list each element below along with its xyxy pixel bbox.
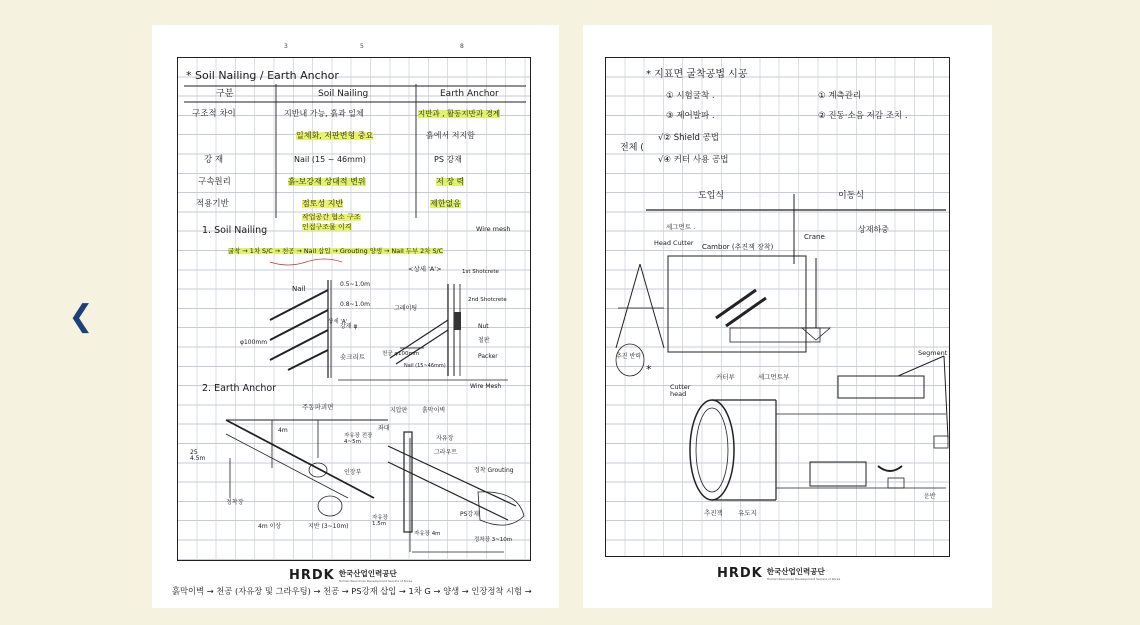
section-title: 1. Soil Nailing: [202, 225, 268, 236]
table-cell: 흙-보강재 상대적 변위: [288, 177, 366, 186]
diameter-label: φ100mm: [240, 339, 268, 346]
detail-label: 천공 φ100mm: [382, 351, 420, 357]
sketch-label: 커터부: [716, 373, 735, 381]
table-cell: 저 장 력: [436, 177, 465, 186]
steel-label: 강재 φ: [340, 323, 358, 330]
ea-label: 자유장 1.5m: [372, 515, 388, 527]
ea-label: 지반 (3~10m): [308, 523, 349, 530]
flow-note: Wire mesh: [476, 225, 511, 233]
method-item: √② Shield 공법: [658, 133, 719, 143]
detail-label: 1st Shotcrete: [462, 269, 499, 275]
ea-label: 자유장 4m: [414, 531, 441, 537]
hrdk-logo: HRDK 한국산업인력공단 Human Resources Development Service of Korea: [289, 568, 413, 583]
table-cell: 점토성 지반: [302, 199, 344, 208]
table-cell: 일체화, 저판변형 중요: [296, 131, 374, 140]
detail-label: 그레이팅: [394, 305, 418, 312]
prev-page-button[interactable]: [66, 292, 96, 340]
method-item: ① 계측관리: [818, 91, 862, 101]
notes-title: * 지표면 굴착공법 시공: [646, 69, 748, 80]
sketch-label: Crane: [804, 233, 825, 241]
page-mark: 3: [284, 43, 288, 50]
method-item: √④ 커터 사용 공법: [658, 155, 729, 165]
table-cell: PS 강재: [434, 155, 462, 164]
sketch-label: Cutter head: [670, 383, 691, 398]
table-cell: 구속원리: [198, 177, 231, 187]
table-header: Earth Anchor: [440, 89, 499, 99]
nail-label: Nail: [292, 285, 306, 293]
detail-label: Packer: [478, 353, 498, 360]
hrdk-logo: HRDK 한국산업인력공단 Human Resources Development Service of Korea: [717, 566, 841, 581]
sketch-label: 유도지: [738, 509, 757, 517]
sketch-label: 추진잭: [704, 509, 723, 517]
bottom-note: 흙막이벽 → 천공 (자유장 및 그라우팅) → 천공 → PS강재 삽입 → 1차 G → 양생 → 인장정착 시험 →: [172, 586, 532, 596]
scanned-page-1: [152, 25, 559, 608]
scanned-page-2: [583, 25, 992, 608]
ea-label: PS강재: [460, 511, 480, 518]
table-cell: 구조적 차이: [192, 109, 236, 119]
table-cell: 지반내 가능, 흙과 일체: [284, 109, 364, 118]
ea-label: 주동파괴면: [302, 403, 334, 411]
detail-label: 철판: [478, 337, 490, 344]
sketch-label: Head Cutter: [654, 239, 694, 247]
ea-label: 흙막이벽: [422, 407, 446, 414]
page-mark: 5: [360, 43, 364, 50]
ea-label: 정착장 3~10m: [474, 537, 513, 543]
chevron-left-icon: ❮: [68, 298, 94, 334]
sketch-label: 세그먼트부: [758, 373, 790, 381]
detail-label: Wire Mesh: [470, 383, 502, 390]
sketch-label: Cambor (추진잭 장착): [702, 243, 774, 251]
page-mark: 8: [460, 43, 464, 50]
method-item: ③ 제어발파 .: [666, 111, 715, 121]
detail-label: 2nd Shotcrete: [468, 297, 507, 303]
ea-label: 정착 Grouting: [474, 467, 514, 474]
type-header: 이동식: [838, 191, 865, 201]
detail-label: 상세 'A': [328, 319, 348, 325]
ea-label: 정착장: [226, 499, 244, 506]
detail-label: Nail (15~46mm): [404, 363, 446, 369]
table-cell: 지반과 , 활동지반과 경계: [418, 109, 500, 118]
ea-label: 4m 이상: [258, 523, 282, 530]
process-flow: 굴착 → 1차 S/C → 천공 → Nail 삽입 → Grouting 양생 → Nail 두부 2차 S/C: [228, 247, 444, 255]
notebook-sheet: [605, 57, 950, 557]
earth-anchor-sketch: [178, 58, 530, 560]
table-header: 구분: [216, 89, 234, 99]
ea-label: 좌대: [378, 425, 390, 432]
section-title: 2. Earth Anchor: [202, 383, 277, 394]
table-header: Soil Nailing: [318, 89, 369, 99]
asterisk: *: [646, 363, 652, 376]
method-item: ② 진동·소음 저감 조치 .: [818, 111, 908, 121]
notebook-sheet: [177, 57, 531, 561]
bracket-label: 전체 (: [620, 143, 644, 153]
detail-label: Nut: [478, 323, 489, 330]
table-cell: 인접구조물 이격: [302, 223, 352, 231]
ea-label: 인장부: [344, 469, 362, 476]
sketch-label: 추진 반력: [616, 353, 642, 360]
table-cell: 흙에서 저지함: [426, 131, 475, 140]
sketch-label: 상재하중: [858, 225, 889, 234]
method-item: ① 시험굴착 .: [666, 91, 715, 101]
dim-label: 0.5~1.0m: [340, 281, 370, 288]
type-header: 도입식: [698, 191, 725, 201]
detail-title: <상세 'A'>: [408, 265, 442, 273]
table-cell: 작업공간 협소 구조: [302, 213, 361, 221]
shotcrete-label: 숏크리트: [340, 353, 366, 361]
ea-label: 25 4.5m: [190, 449, 206, 462]
ea-label: 자유장 전장 4~5m: [344, 433, 373, 445]
ea-label: 자유장: [436, 435, 454, 442]
table-cell: Nail (15 ~ 46mm): [294, 155, 366, 164]
sketch-label: Segment: [918, 349, 948, 357]
table-cell: 적용기반: [196, 199, 229, 209]
table-cell: 강 재: [204, 155, 224, 165]
sketch-label: 운반: [924, 493, 936, 500]
dim-label: 0.8~1.0m: [340, 301, 370, 308]
notes-title: * Soil Nailing / Earth Anchor: [186, 69, 339, 82]
ea-label: 그라우트: [434, 449, 458, 456]
tunnel-sketch: [606, 58, 949, 556]
sketch-label: 세그먼트 .: [666, 223, 696, 231]
table-cell: 제한없음: [430, 199, 461, 208]
ea-label: 지압판: [390, 407, 408, 414]
ea-label: 4m: [278, 427, 288, 434]
